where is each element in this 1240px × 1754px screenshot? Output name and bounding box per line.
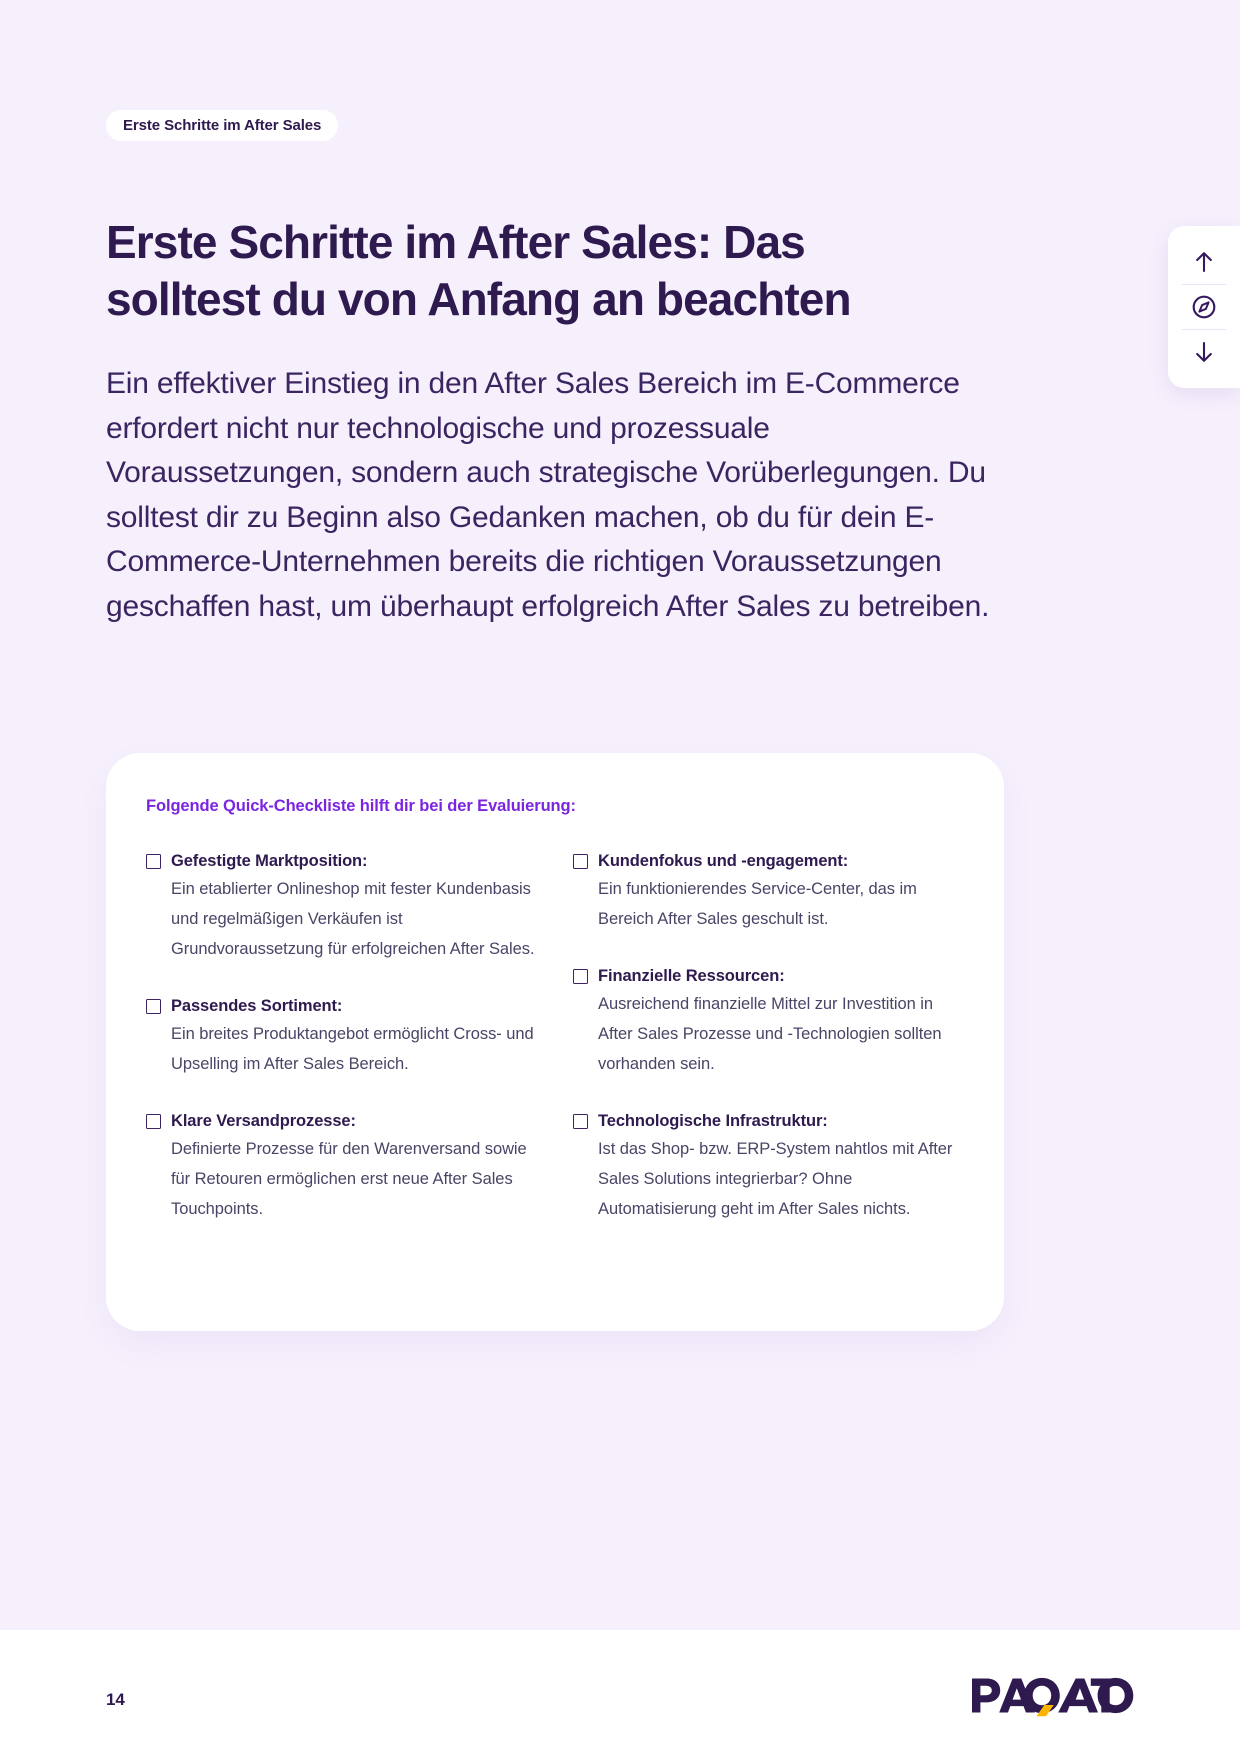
compass-button[interactable]	[1168, 285, 1240, 329]
checklist-item[interactable]	[573, 1110, 964, 1224]
eyebrow-pill	[106, 110, 338, 141]
intro-paragraph: Ein effektiver Einstieg in den After Sales Bereich im E-Commerce erfordert nicht nur technologische und prozessuale Voraussetzungen, sondern auch strategische Vorüberlegungen. Du solltest dir zu Beginn also Gedanken machen, ob du für dein E-Commerce-Unternehmen bereits die richtigen Voraussetzungen geschaffen hast, um überhaupt erfolgreich After Sales zu betreiben.	[106, 367, 990, 623]
checklist-title: Folgende Quick-Checkliste hilft dir bei der Evaluierung:	[146, 797, 576, 815]
checklist-item-title: Passendes Sortiment:	[171, 997, 343, 1015]
paqato-logo-icon	[972, 1673, 1134, 1723]
arrow-down-icon	[1193, 340, 1215, 364]
scroll-down-button[interactable]	[1168, 330, 1240, 374]
checklist-item-description: Ein etablierter Onlineshop mit fester Kundenbasis und regelmäßigen Verkäufen ist Grundvoraussetzung für erfolgreichen After Sales.	[171, 880, 535, 958]
page-number: 14	[106, 1690, 125, 1709]
checkbox-icon[interactable]	[146, 999, 161, 1014]
checklist-column-left	[146, 850, 537, 1224]
scroll-up-button[interactable]	[1168, 240, 1240, 284]
checklist-item-title: Klare Versandprozesse:	[171, 1112, 356, 1130]
checklist-item[interactable]	[146, 995, 537, 1079]
checklist-item-description: Definierte Prozesse für den Warenversand sowie für Retouren ermöglichen erst neue After Sales Touchpoints.	[171, 1140, 527, 1218]
checklist-item-head	[573, 965, 964, 987]
eyebrow-label: Erste Schritte im After Sales	[123, 117, 322, 134]
paqato-logo	[972, 1673, 1134, 1728]
checklist-item[interactable]	[146, 1110, 537, 1224]
checklist-item-title: Finanzielle Ressourcen:	[598, 967, 785, 985]
checklist-item[interactable]	[146, 850, 537, 964]
checklist-columns	[146, 850, 964, 1224]
checklist-item-description: Ist das Shop- bzw. ERP-System nahtlos mit After Sales Solutions integrierbar? Ohne Automatisierung geht im After Sales nichts.	[598, 1140, 953, 1218]
checklist-item[interactable]	[573, 965, 964, 1079]
checkbox-icon[interactable]	[573, 969, 588, 984]
checkbox-icon[interactable]	[573, 1114, 588, 1129]
checkbox-icon[interactable]	[146, 854, 161, 869]
checklist-column-right	[573, 850, 964, 1224]
checklist-item-head	[146, 1110, 537, 1132]
checklist-item-description: Ein breites Produktangebot ermöglicht Cross- und Upselling im After Sales Bereich.	[171, 1025, 534, 1073]
page-title: Erste Schritte im After Sales: Das solltest du von Anfang an beachten	[106, 216, 851, 325]
checklist-item[interactable]	[573, 850, 964, 934]
checklist-card	[106, 753, 1004, 1331]
checkbox-icon[interactable]	[146, 1114, 161, 1129]
arrow-up-icon	[1193, 250, 1215, 274]
compass-icon	[1191, 294, 1217, 320]
checklist-item-description: Ein funktionierendes Service-Center, das im Bereich After Sales geschult ist.	[598, 880, 917, 928]
checkbox-icon[interactable]	[573, 854, 588, 869]
checklist-item-head	[573, 850, 964, 872]
checklist-item-title: Technologische Infrastruktur:	[598, 1112, 828, 1130]
checklist-item-head	[146, 850, 537, 872]
checklist-item-title: Kundenfokus und -engagement:	[598, 852, 849, 870]
checklist-item-title: Gefestigte Marktposition:	[171, 852, 368, 870]
checklist-item-head	[573, 1110, 964, 1132]
checklist-item-head	[146, 995, 537, 1017]
floating-nav-widget	[1168, 226, 1240, 388]
checklist-item-description: Ausreichend finanzielle Mittel zur Investition in After Sales Prozesse und -Technologien sollten vorhanden sein.	[598, 995, 942, 1073]
